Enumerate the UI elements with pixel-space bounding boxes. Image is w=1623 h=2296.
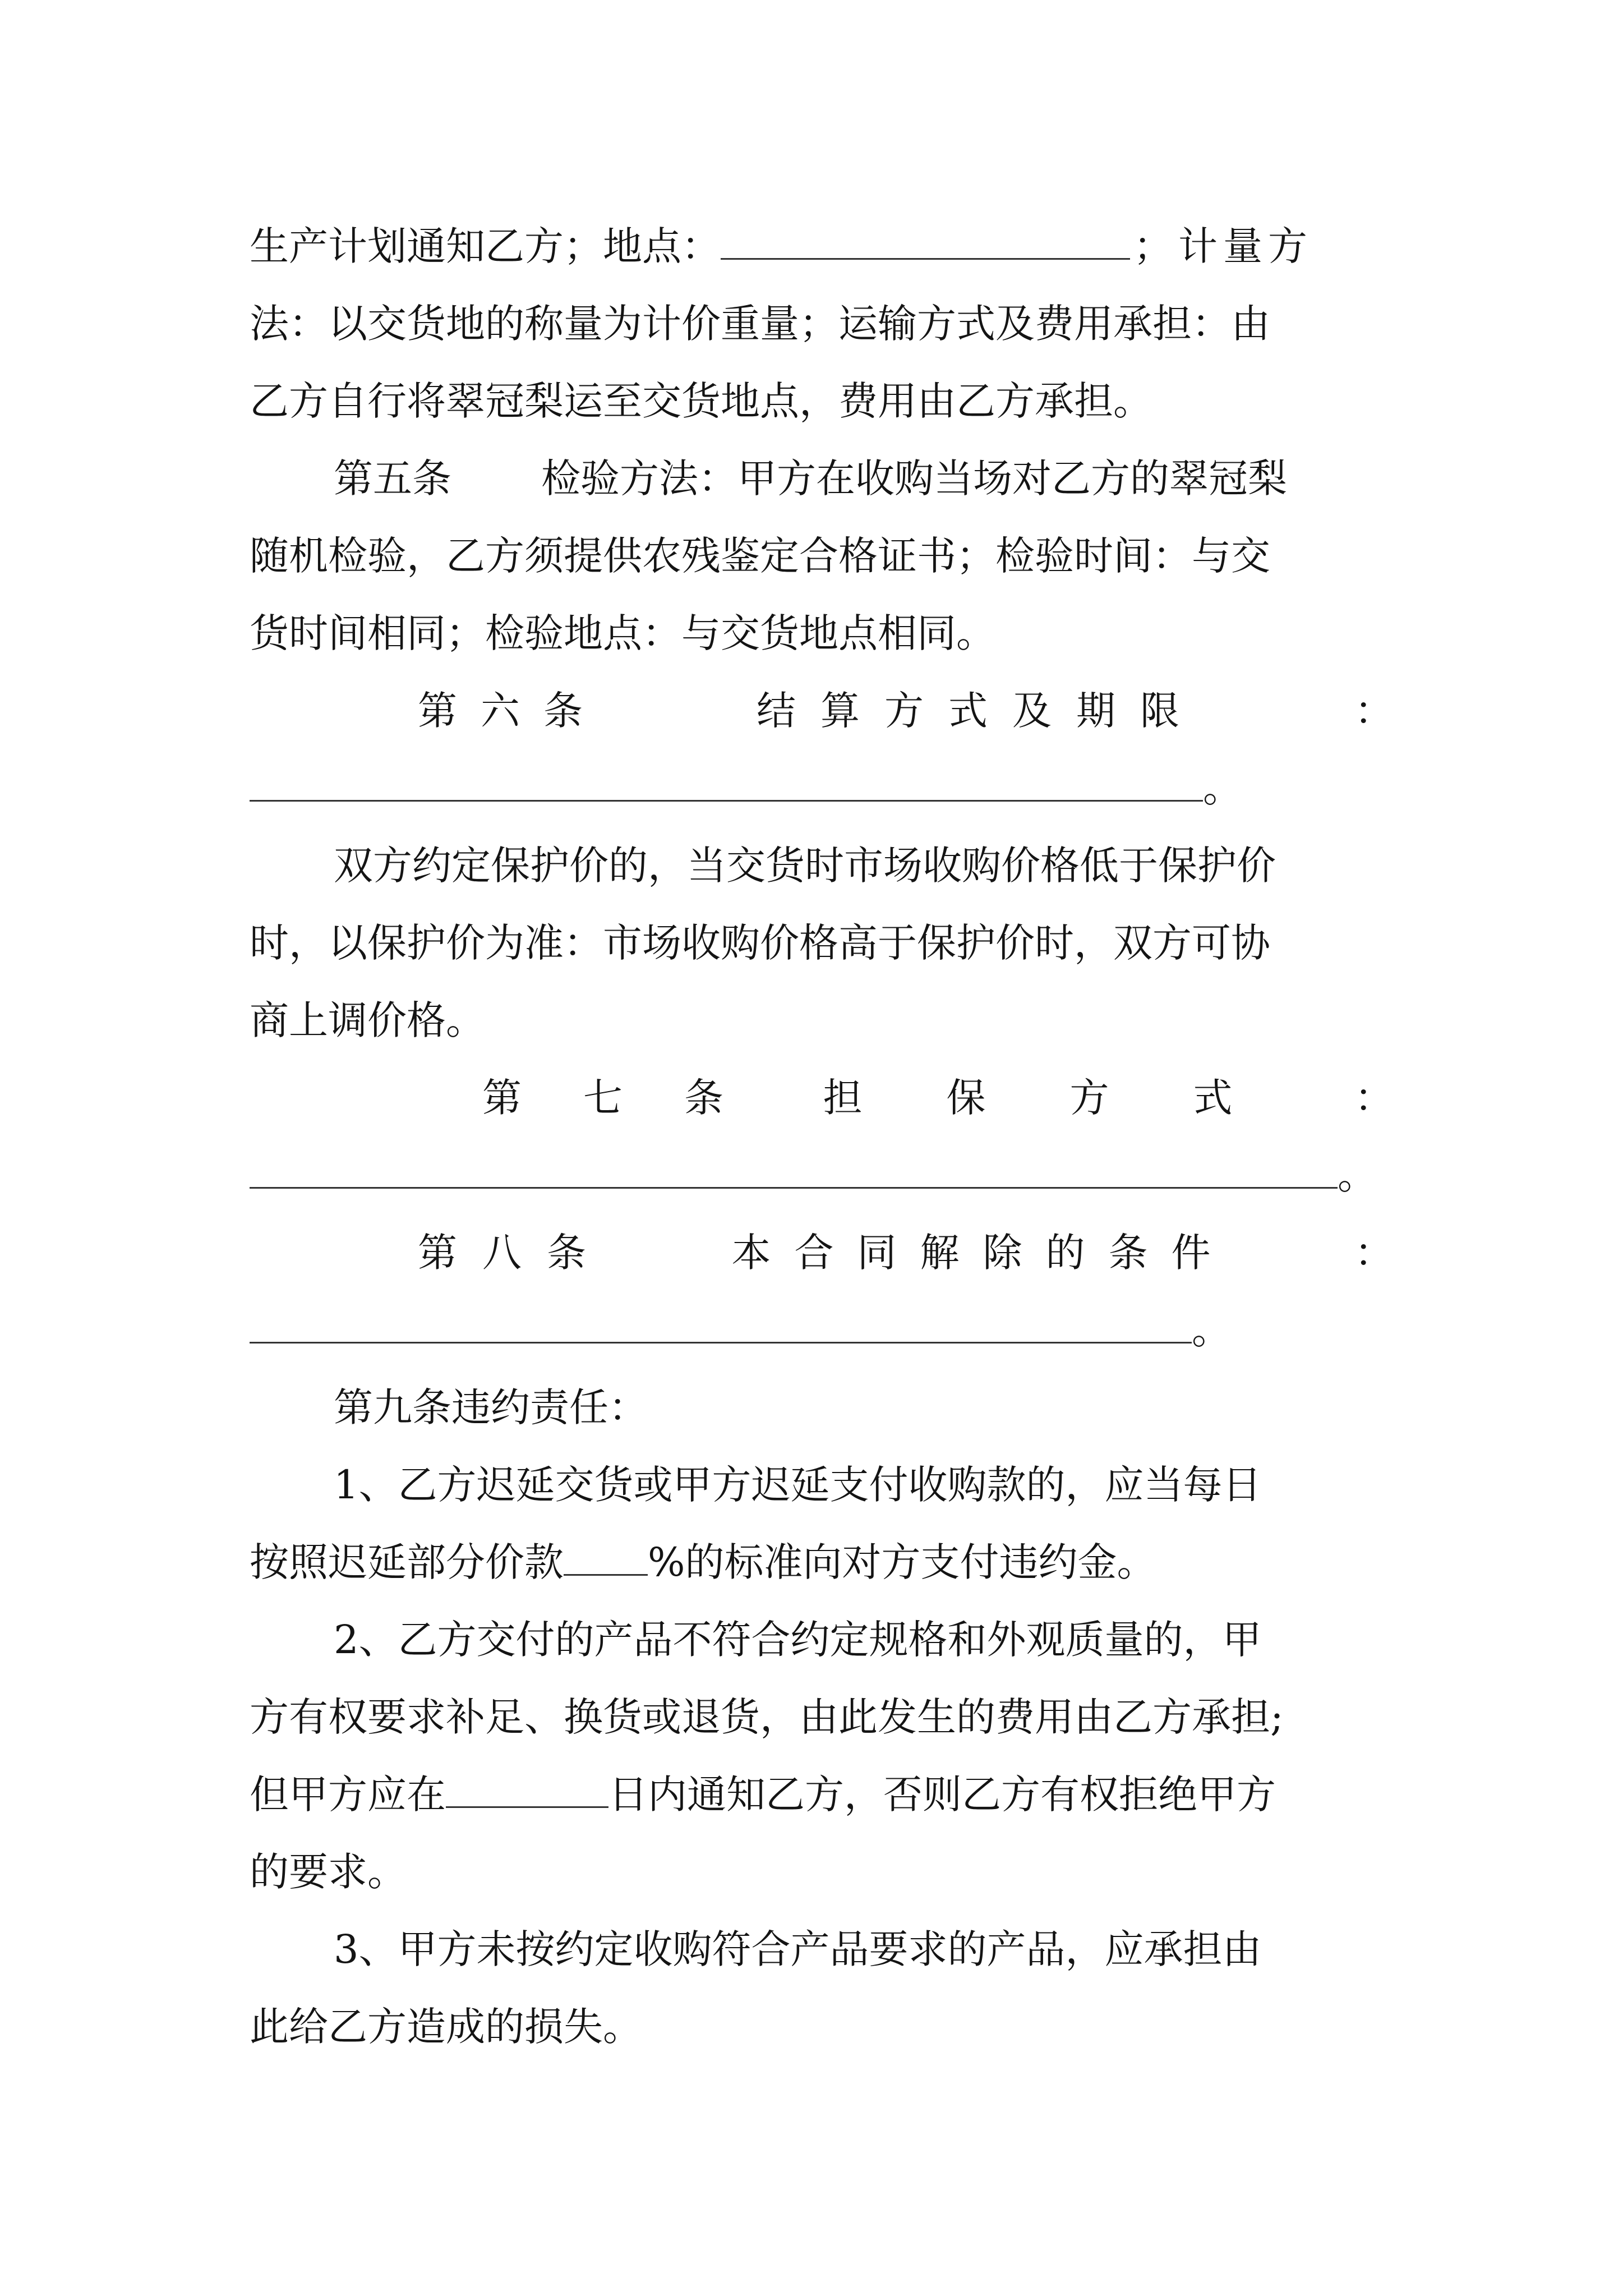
text-line: 双方约定保护价的，当交货时市场收购价格低于保护价 bbox=[334, 843, 1276, 889]
article-5-heading: 第五条 bbox=[334, 455, 451, 501]
article-5-text: 检验方法：甲方在收购当场对乙方的翠冠梨 bbox=[541, 455, 1287, 501]
termination-blank bbox=[250, 1303, 1192, 1343]
period: 。 bbox=[1338, 1152, 1377, 1198]
text-segment: 但甲方应在 bbox=[250, 1772, 446, 1818]
period: 。 bbox=[1192, 1307, 1231, 1353]
text-line: 商上调价格。 bbox=[250, 997, 485, 1043]
article-9-heading: 第九条违约责任： bbox=[334, 1384, 648, 1430]
text-line: 2、乙方交付的产品不符合约定规格和外观质量的，甲 bbox=[334, 1617, 1262, 1663]
location-blank bbox=[721, 219, 1130, 260]
text-line: 货时间相同；检验地点：与交货地点相同。 bbox=[250, 610, 995, 656]
text-segment: ；计量方 bbox=[1133, 223, 1313, 269]
colon: ： bbox=[1354, 1075, 1394, 1121]
percent-blank bbox=[564, 1535, 648, 1576]
text-segment: 按照迟延部分价款 bbox=[250, 1539, 564, 1585]
article-7-title: 担保方式 bbox=[823, 1075, 1317, 1121]
settlement-blank bbox=[250, 761, 1203, 802]
text-line bbox=[250, 1524, 1394, 1601]
text-segment: 日内通知乙方，否则乙方有权拒绝甲方 bbox=[608, 1772, 1276, 1818]
document-page bbox=[250, 208, 1394, 2065]
article-8-line bbox=[250, 1214, 1394, 1291]
text-line: 此给乙方造成的损失。 bbox=[250, 2004, 642, 2050]
blank-line bbox=[250, 1291, 1394, 1369]
article-5-line bbox=[250, 440, 1394, 517]
guarantee-blank bbox=[250, 1148, 1338, 1189]
blank-line bbox=[250, 749, 1394, 827]
text-segment: %的标准向对方支付违约金。 bbox=[648, 1539, 1156, 1585]
days-blank bbox=[446, 1767, 608, 1808]
text-line: 随机检验，乙方须提供农残鉴定合格证书；检验时间：与交 bbox=[250, 533, 1270, 579]
period: 。 bbox=[1203, 765, 1242, 811]
text-line: 1、乙方迟延交货或甲方迟延支付收购款的，应当每日 bbox=[334, 1462, 1262, 1508]
text-line bbox=[250, 208, 1394, 285]
text-line: 乙方自行将翠冠梨运至交货地点，费用由乙方承担。 bbox=[250, 378, 1152, 424]
article-7-heading: 第七条 bbox=[482, 1075, 785, 1121]
article-6-title: 结算方式及期限 bbox=[757, 688, 1204, 734]
article-6-line bbox=[250, 672, 1394, 749]
article-7-line bbox=[250, 1059, 1394, 1137]
colon: ： bbox=[1354, 1230, 1394, 1276]
colon: ： bbox=[1354, 688, 1394, 734]
text-segment: 生产计划通知乙方；地点： bbox=[250, 223, 721, 269]
article-8-title: 本合同解除的条件 bbox=[731, 1230, 1234, 1276]
text-line: 法：以交货地的称量为计价重量；运输方式及费用承担：由 bbox=[250, 301, 1270, 347]
text-line: 时，以保护价为准：市场收购价格高于保护价时，双方可协 bbox=[250, 920, 1270, 966]
article-8-heading: 第八条 bbox=[418, 1230, 611, 1276]
text-line: 3、甲方未按约定收购符合产品要求的产品，应承担由 bbox=[334, 1926, 1262, 1972]
text-line: 的要求。 bbox=[250, 1849, 407, 1895]
article-6-heading: 第六条 bbox=[418, 688, 606, 734]
text-line: 方有权要求补足、换货或退货，由此发生的费用由乙方承担; bbox=[250, 1694, 1284, 1740]
blank-line bbox=[250, 1137, 1394, 1214]
text-line bbox=[250, 1756, 1394, 1833]
